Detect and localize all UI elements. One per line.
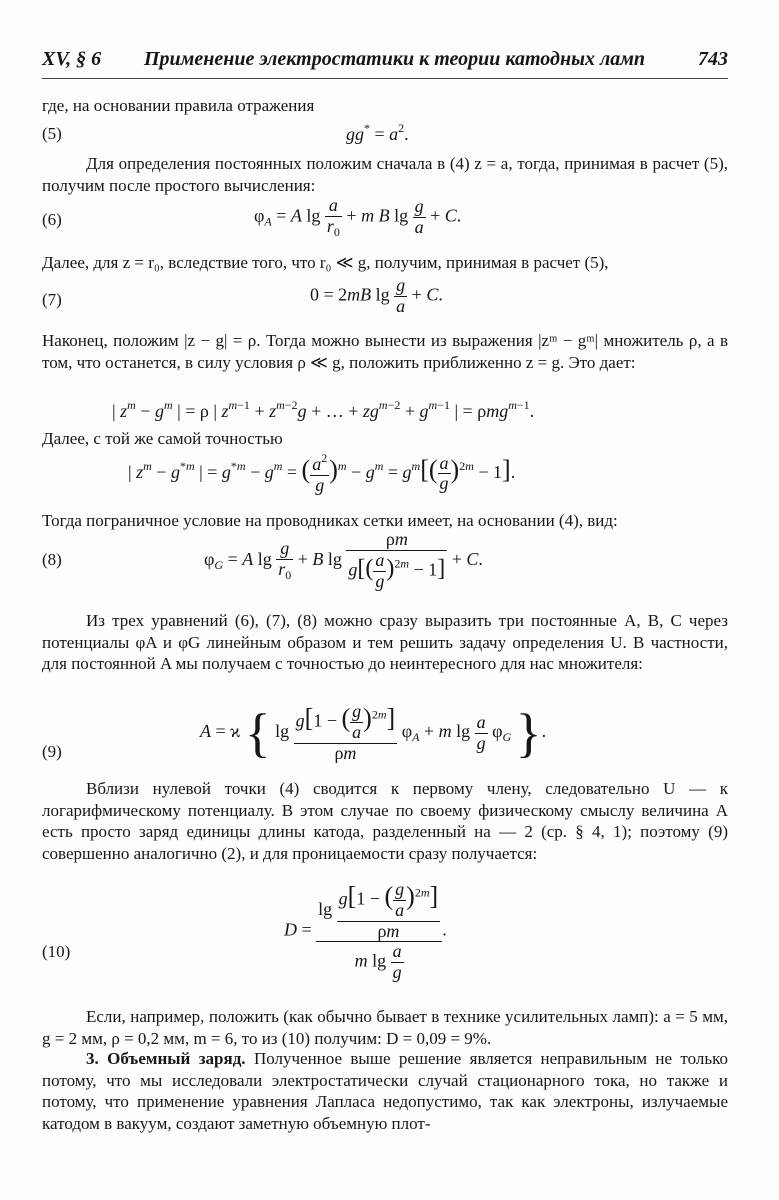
page-number: 743 [698,48,728,70]
paragraph-6: Тогда пограничное условие на проводниках сетки имеет, на основании (4), вид: [42,511,618,530]
paragraph-9: Если, например, положить (как обычно бывает в технике усилительных ламп): a = 5 мм, g = 2 мм, ρ = 0,2 мм, m = 6, то из (10) получим: D = 0,09 = 9%. [42,1007,728,1048]
equation-10: D = lg g[1 − ( $\frac{g}{a}$ )$^{2m}$] ρm m lg $\frac{a}{g}$ . [284,879,447,983]
equation-unnumbered-2: | $z^m - g^{*m}$ | = $g^{*m} - g^m$ = ( $\frac{a^2}{g}$ )$^m - g^m = g^m$[( $\frac{a}{g}$ )$^{2m}$ − 1]. [128,451,516,495]
running-header [42,48,728,78]
header-title: Применение электростатики к теории катодных ламп [144,48,646,70]
equation-5: $gg^* = a^2$. [346,121,409,144]
header-section: XV, § 6 [42,48,102,70]
paragraph-5: Далее, с той же самой точностью [42,429,283,448]
paragraph-2: Для определения постоянных положим сначала в (4) z = a, тогда, принимая в расчет (5), получим после простого вычисления: [42,154,728,195]
paragraph-7: Из трех уравнений (6), (7), (8) можно сразу выразить три постоянные A, B, C через потенциалы φA и φG линейным образом и тем решить задачу определения U. В частности, для постоянной A мы получаем с точностью до неинтересного для нас множителя: [42,611,728,673]
paragraph-3: Далее, для z = r₀, вследствие того, что r₀ ≪ g, получим, принимая в расчет (5), [42,253,609,272]
paragraph-1: где, на основании правила отражения [42,96,315,115]
equation-7: 0 = 2mB lg $\frac{g}{a}$ + C. [310,275,443,316]
paragraph-4: Наконец, положим |z − g| = ρ. Тогда можно вынести из выражения |zᵐ − gᵐ| множитель ρ, а в том, что останется, в силу условия ρ ≪ g, положить приближенно z = g. Это дает: [42,331,728,372]
equation-number-7: (7) [42,290,62,309]
equation-6: $\varphi_A = A$ lg $\frac{a}{r_0}$ + m B lg $\frac{g}{a}$ + C. [254,195,462,239]
equation-number-9: (9) [42,742,62,761]
equation-number-5: (5) [42,124,62,143]
equation-unnumbered-1: | $z^m - g^m$ | = ρ | $z^{m-1} + z^{m-2}g$ + … + $zg^{m-2} + g^{m-1}$ | = ρmg$^{m-1}$. [112,398,535,421]
paragraph-10-text: Полученное выше решение является неправильным не только потому, что мы исследовали электростатически случай стационарного тока, но также и потому, что применение уравнения Лапласа недопустимо, так как электроны, излучаемые катодом в вакуум, создают заметную объемную плот- [42,1049,728,1133]
paragraph-8: Вблизи нулевой точки (4) сводится к первому члену, следовательно U — к логарифмическому потенциалу. В этом случае по своему физическому смыслу величина A есть просто заряд единицы длины катода, разделенный на — 2 (ср. § 4, 1); поэтому (9) совершенно аналогично (2), и для проницаемости сразу получается: [42,779,728,863]
equation-number-10: (10) [42,942,71,961]
equation-9: A = ϰ { lg g[1 − ( $\frac{g}{a}$ )$^{2m}$] ρm $\varphi_A + m$ lg $\frac{a}{g}$ $\varphi_G$ }. [200,701,547,763]
equation-number-6: (6) [42,210,62,229]
section-heading-3: 3. Объемный заряд. [86,1049,246,1068]
equation-8: $\varphi_G = A$ lg $\frac{g}{r_0}$ + B lg ρm g[( $\frac{a}{g}$ )$^{2m}$ − 1] + C. [204,529,483,591]
paragraph-10 [42,1048,728,1134]
equation-number-8: (8) [42,550,62,569]
header-rule [42,78,728,79]
